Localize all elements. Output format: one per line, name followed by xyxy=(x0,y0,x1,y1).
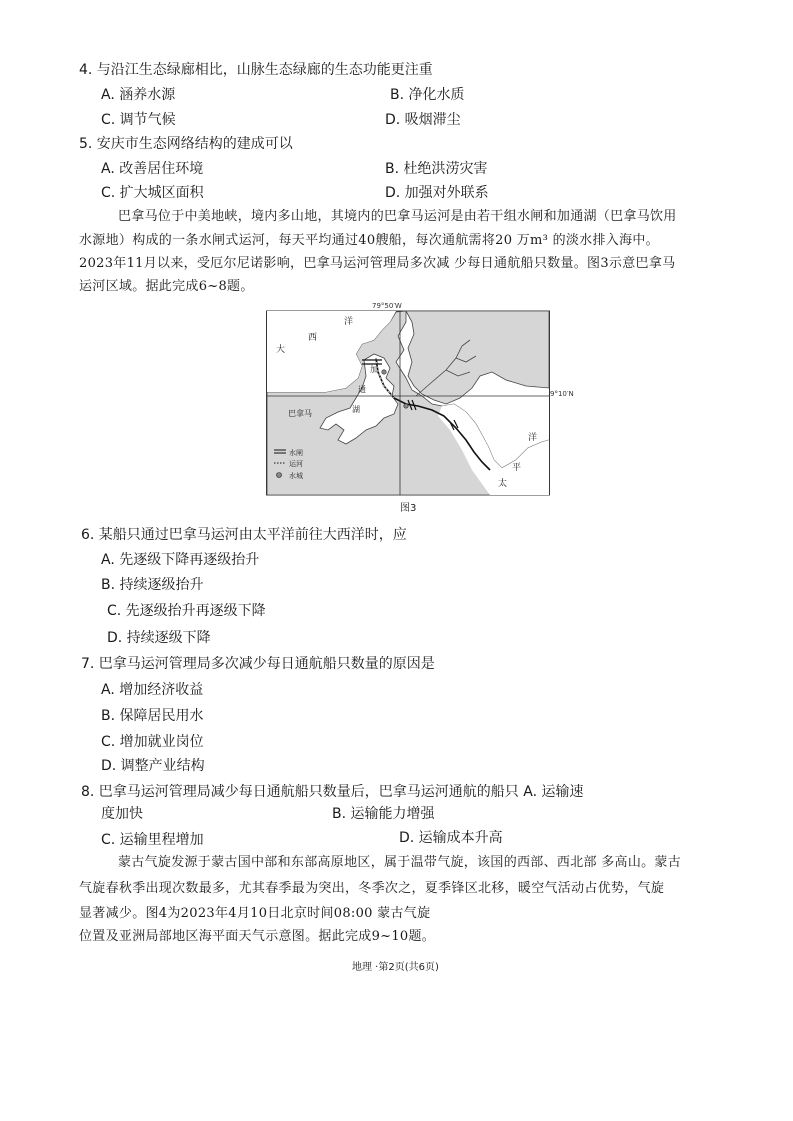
panama-canal-map xyxy=(266,300,574,496)
legend-city-label: 水城 xyxy=(289,472,303,480)
q8-stem: 8. 巴拿马运河管理局减少每日通航船只数量后，巴拿马运河通航的船只 A. 运输速 xyxy=(81,784,584,800)
q6-option-a: A. 先逐级下降再逐级抬升 xyxy=(101,552,260,568)
lake-label-1: 加 xyxy=(370,365,378,374)
q4-option-b: B. 净化水质 xyxy=(390,87,465,103)
q6-stem: 6. 某船只通过巴拿马运河由太平洋前往大西洋时，应 xyxy=(81,527,407,543)
q7-option-d: D. 调整产业结构 xyxy=(101,758,205,774)
q8-option-a-cont: 度加快 xyxy=(101,806,143,822)
figure-caption: 图3 xyxy=(400,503,417,514)
q8-option-c: C. 运输里程增加 xyxy=(101,832,204,848)
pacific-label-2: 平 xyxy=(512,463,522,473)
atlantic-label-3: 洋 xyxy=(344,317,354,327)
city-marker xyxy=(382,370,386,374)
passage1-line-3: 2023年11月以来，受厄尔尼诺影响，巴拿马运河管理局多次减 少每日通航船只数量。图3示意巴拿马 xyxy=(79,256,676,271)
page-footer: 地理 ·第2页(共6页) xyxy=(352,962,439,973)
q5-option-a: A. 改善居住环境 xyxy=(101,161,204,177)
passage2-line-4: 位置及亚洲局部地区海平面天气示意图。据此完成9~10题。 xyxy=(79,929,436,944)
q6-option-b: B. 持续逐级抬升 xyxy=(101,577,204,593)
q5-option-d: D. 加强对外联系 xyxy=(385,185,489,201)
q5-stem: 5. 安庆市生态网络结构的建成可以 xyxy=(79,136,293,152)
latitude-label: 9°10′N xyxy=(550,390,574,398)
passage1-line-2: 水源地）构成的一条水闸式运河，每天平均通过40艘船，每次通航需将20 万m³ 的淡水排入海中。 xyxy=(79,233,659,248)
q4-stem: 4. 与沿江生态绿廊相比，山脉生态绿廊的生态功能更注重 xyxy=(79,62,433,78)
q5-option-c: C. 扩大城区面积 xyxy=(101,185,204,201)
lake-label-2: 通 xyxy=(358,385,366,394)
atlantic-label-2: 西 xyxy=(308,333,318,343)
q8-option-d: D. 运输成本升高 xyxy=(399,830,503,846)
legend-lock-label: 水闸 xyxy=(289,449,303,457)
passage1-line-1: 巴拿马位于中美地峡，境内多山地，其境内的巴拿马运河是由若干组水闸和加通湖（巴拿马饮用 xyxy=(118,209,677,224)
legend-canal-label: 运河 xyxy=(289,460,303,468)
passage2-line-3: 显著减少。图4为2023年4月10日北京时间08:00 蒙古气旋 xyxy=(79,906,431,921)
passage2-line-1: 蒙古气旋发源于蒙古国中部和东部高原地区，属于温带气旋，该国的西部、西北部 多高山。蒙古 xyxy=(118,855,682,870)
q7-option-b: B. 保障居民用水 xyxy=(101,708,204,724)
q4-option-c: C. 调节气候 xyxy=(101,112,176,128)
legend-city-symbol xyxy=(277,473,282,478)
q4-option-a: A. 涵养水源 xyxy=(101,87,176,103)
q6-option-c: C. 先逐级抬升再逐级下降 xyxy=(107,603,266,619)
passage1-line-4: 运河区域。据此完成6~8题。 xyxy=(79,279,254,294)
q6-option-d: D. 持续逐级下降 xyxy=(107,630,211,646)
lake-label-3: 湖 xyxy=(352,405,360,414)
longitude-label: 79°50′W xyxy=(372,302,402,310)
q7-option-c: C. 增加就业岗位 xyxy=(101,734,204,750)
pacific-label-1: 太 xyxy=(498,479,508,489)
pacific-label-3: 洋 xyxy=(528,433,538,443)
city-marker xyxy=(404,404,408,408)
atlantic-label-1: 大 xyxy=(276,345,286,355)
q7-option-a: A. 增加经济收益 xyxy=(101,682,204,698)
q8-option-b: B. 运输能力增强 xyxy=(332,806,435,822)
passage2-line-2: 气旋春秋季出现次数最多，尤其春季最为突出，冬季次之，夏季锋区北移，暖空气活动占优势，气旋 xyxy=(79,881,665,896)
q7-stem: 7. 巴拿马运河管理局多次减少每日通航船只数量的原因是 xyxy=(81,656,435,672)
country-label: 巴拿马 xyxy=(288,409,312,418)
q5-option-b: B. 杜绝洪涝灾害 xyxy=(385,161,488,177)
q4-option-d: D. 吸烟滞尘 xyxy=(385,112,461,128)
